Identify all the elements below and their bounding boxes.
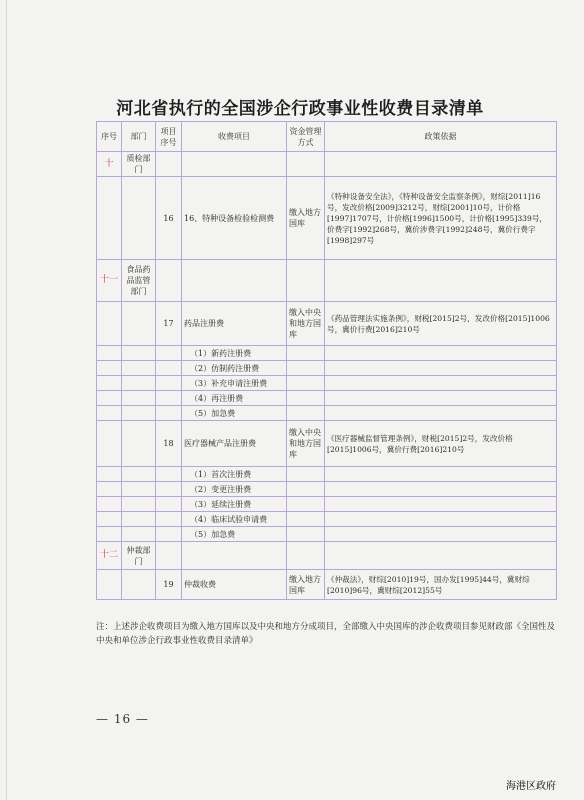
- table-row: [97, 482, 557, 497]
- fee-item-name: 仲裁收费: [182, 570, 287, 600]
- section-row-11: [97, 260, 557, 302]
- fee-item-name: 药品注册费: [182, 302, 287, 346]
- table-row: [97, 467, 557, 482]
- department-name: 仲裁部门: [122, 542, 156, 570]
- sub-fee-item: （1）新药注册费: [182, 346, 287, 361]
- table-row: [97, 421, 557, 467]
- section-row-12: [97, 542, 557, 570]
- page-edge: [6, 0, 7, 800]
- policy-basis: 《仲裁法》，财综[2010]19号，国办发[1995]44号，冀财综[2010]96号，冀财综[2012]55号: [325, 570, 557, 600]
- fund-management: 缴入地方国库: [287, 177, 325, 260]
- header-fund-management: 资金管理方式: [287, 122, 325, 152]
- table-row: [97, 346, 557, 361]
- table-row: [97, 497, 557, 512]
- department-name: 质检部门: [122, 152, 156, 177]
- header-item-no: 项目序号: [156, 122, 182, 152]
- header-seq: 序号: [97, 122, 122, 152]
- fee-item-name: 16、特种设备检验检测费: [182, 177, 287, 260]
- header-dept: 部门: [122, 122, 156, 152]
- table-row: [97, 376, 557, 391]
- sub-fee-item: （4）临床试验申请费: [182, 512, 287, 527]
- sub-fee-item: （5）加急费: [182, 406, 287, 421]
- footnote: 注：上述涉企收费项目为缴入地方国库以及中央和地方分成项目，全部缴入中央国库的涉企收费项目参见财政部《全国性及中央和单位涉企行政事业性收费目录清单》: [96, 622, 556, 646]
- section-number: 十二: [97, 542, 122, 570]
- table-header-row: [97, 122, 557, 152]
- table-row: [97, 512, 557, 527]
- fee-item-name: 医疗器械产品注册费: [182, 421, 287, 467]
- policy-basis: 《特种设备安全法》，《特种设备安全监察条例》，财综[2011]16号，发改价格[2009]3212号，财综[2001]10号，计价格[1997]1707号，计价格[1996]1500号，计价格[1995]339号，价费字[1992]268号，冀价涉费字[1992]248号，冀价行费字[1998]297号: [325, 177, 557, 260]
- fund-management: 缴入地方国库: [287, 570, 325, 600]
- sub-fee-item: （5）加急费: [182, 527, 287, 542]
- sub-fee-item: （3）补充申请注册费: [182, 376, 287, 391]
- item-number: 17: [156, 302, 182, 346]
- table-row: [97, 302, 557, 346]
- watermark-text: 海港区政府: [506, 781, 556, 792]
- table-row: [97, 177, 557, 260]
- department-name: 食品药品监管部门: [122, 260, 156, 302]
- fund-management: 缴入中央和地方国库: [287, 302, 325, 346]
- sub-fee-item: （4）再注册费: [182, 391, 287, 406]
- sub-fee-item: （1）首次注册费: [182, 467, 287, 482]
- header-fee-item: 收费项目: [182, 122, 287, 152]
- policy-basis: 《药品管理法实施条例》，财税[2015]2号，发改价格[2015]1006号，冀价行费[2016]210号: [325, 302, 557, 346]
- item-number: 16: [156, 177, 182, 260]
- table-row: [97, 570, 557, 600]
- table-row: [97, 527, 557, 542]
- fee-table: [96, 121, 557, 600]
- section-number: 十一: [97, 260, 122, 302]
- policy-basis: 《医疗器械监督管理条例》，财税[2015]2号，发改价格[2015]1006号，冀价行费[2016]210号: [325, 421, 557, 467]
- table-row: [97, 391, 557, 406]
- table-row: [97, 406, 557, 421]
- section-number: 十: [97, 152, 122, 177]
- document-title: 河北省执行的全国涉企行政事业性收费目录清单: [116, 99, 484, 119]
- sub-fee-item: （3）延续注册费: [182, 497, 287, 512]
- sub-fee-item: （2）仿制药注册费: [182, 361, 287, 376]
- fund-management: 缴入中央和地方国库: [287, 421, 325, 467]
- item-number: 19: [156, 570, 182, 600]
- page-number: — 16 —: [96, 712, 149, 726]
- section-row-10: [97, 152, 557, 177]
- item-number: 18: [156, 421, 182, 467]
- sub-fee-item: （2）变更注册费: [182, 482, 287, 497]
- header-policy-basis: 政策依据: [325, 122, 557, 152]
- table-row: [97, 361, 557, 376]
